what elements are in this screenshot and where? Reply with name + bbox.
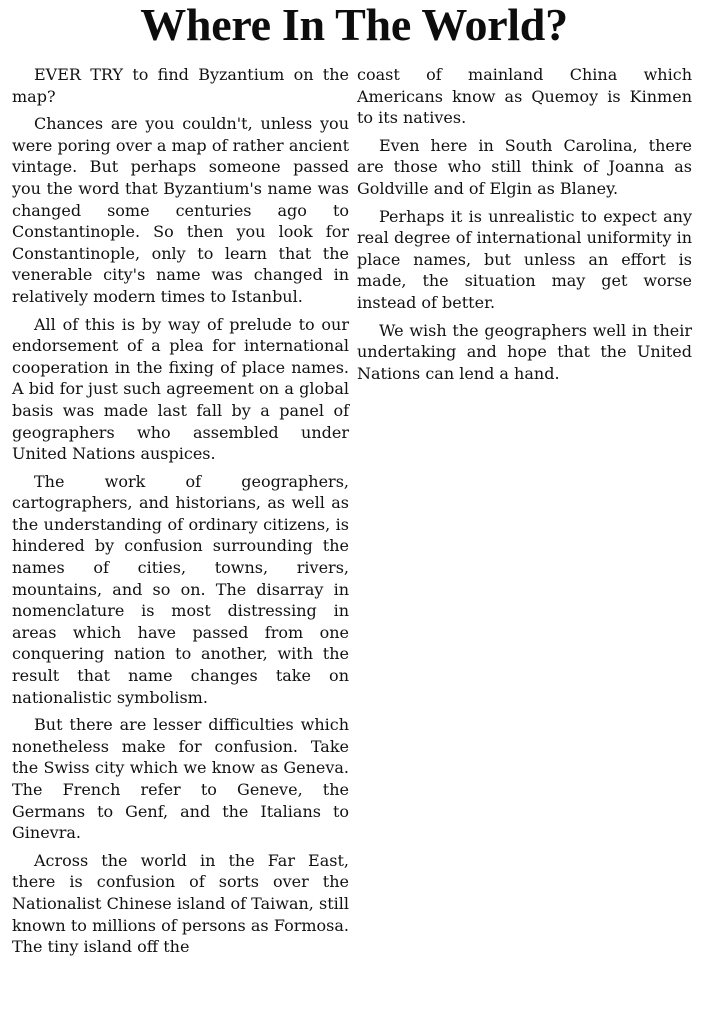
paragraph-continuation: coast of mainland China which Americans know as Quemoy is Kinmen to its natives. — [357, 65, 692, 128]
paragraph: Even here in South Carolina, there are those who still think of Joanna as Goldville and of Elgin as Blaney. — [357, 135, 692, 198]
headline: Where In The World? — [140, 0, 568, 50]
paragraph: Perhaps it is unrealistic to expect any real degree of international uniformity in place names, but unless an effort is made, the situation may get worse instead of better. — [357, 206, 692, 312]
paragraph: We wish the geographers well in their undertaking and hope that the United Nations can lend a hand. — [357, 320, 692, 383]
paragraph: All of this is by way of prelude to our endorsement of a plea for international cooperation in the fixing of place names. A bid for just such agreement on a global basis was made last fall by a panel of geographers who assembled under United Nations auspices. — [12, 314, 349, 464]
paragraph: Across the world in the Far East, there is confusion of sorts over the Nationalist Chinese island of Taiwan, still known to millions of persons as Formosa. The tiny island off the — [12, 850, 349, 957]
article-right-column — [357, 64, 692, 390]
paragraph: Chances are you couldn't, unless you were poring over a map of rather ancient vintage. But perhaps someone passed you the word that Byzantium's name was changed some centuries ago to Constantinople. So then you look for Constantinople, only to learn that the venerable city's name was changed in relatively modern times to Istanbul. — [12, 114, 349, 306]
paragraph: EVER TRY to find Byzantium on the map? — [12, 65, 349, 106]
article-left-column — [12, 64, 349, 964]
paragraph: But there are lesser difficulties which nonetheless make for confusion. Take the Swiss city which we know as Geneva. The French refer to Geneve, the Germans to Genf, and the Italians to Ginevra. — [12, 715, 349, 843]
paragraph: The work of geographers, cartographers, and historians, as well as the understanding of ordinary citizens, is hindered by confusion surrounding the names of cities, towns, rivers, mountains, and so on. The disarray in nomenclature is most distressing in areas which have passed from one conquering nation to another, with the result that name changes take on nationalistic symbolism. — [12, 471, 349, 707]
